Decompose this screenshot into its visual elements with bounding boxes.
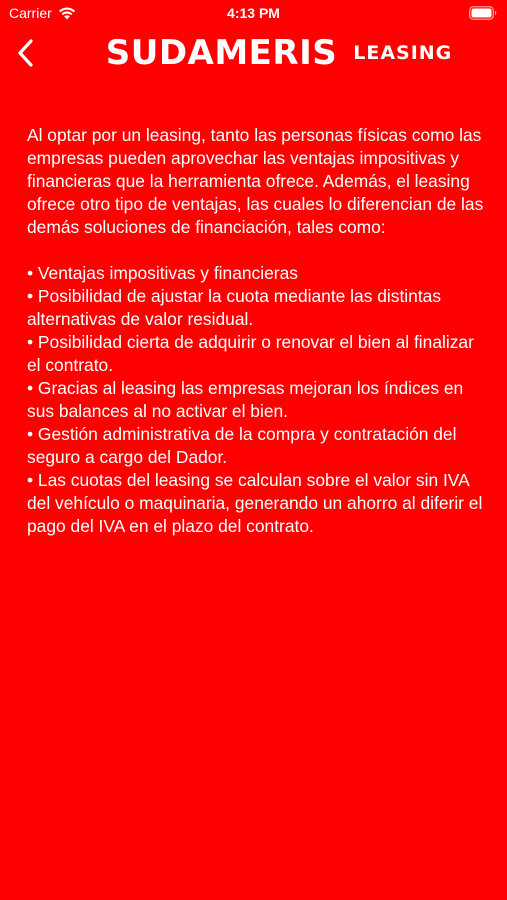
- benefits-list: [27, 262, 489, 538]
- back-button[interactable]: [8, 34, 44, 72]
- leasing-benefits-text: [27, 124, 489, 538]
- carrier-label: Carrier: [9, 5, 52, 21]
- benefit-item: • Las cuotas del leasing se calculan sobre el valor sin IVA del vehículo o maquinaria, generando un ahorro al diferir el pago del IVA en el plazo del contrato.: [27, 470, 483, 536]
- benefit-item: • Gestión administrativa de la compra y contratación del seguro a cargo del Dador.: [27, 424, 457, 467]
- sudameris-leasing-logo: [106, 28, 452, 78]
- battery-icon: [469, 6, 497, 20]
- logo-subtitle: LEASING: [353, 41, 453, 64]
- benefit-item: • Posibilidad cierta de adquirir o renovar el bien al finalizar el contrato.: [27, 332, 474, 375]
- status-time: 4:13 PM: [227, 5, 280, 21]
- navigation-bar: [0, 28, 507, 78]
- benefit-item: • Ventajas impositivas y financieras: [27, 263, 298, 283]
- benefit-item: • Gracias al leasing las empresas mejoran los índices en sus balances al no activar el bien.: [27, 378, 464, 421]
- logo-wordmark: SUDAMERIS: [105, 33, 338, 73]
- benefit-item: • Posibilidad de ajustar la cuota mediante las distintas alternativas de valor residual.: [27, 286, 442, 329]
- chevron-left-icon: [16, 38, 36, 68]
- paragraph-spacer: [27, 239, 489, 262]
- intro-paragraph: Al optar por un leasing, tanto las personas físicas como las empresas pueden aprovechar las ventajas impositivas y financieras que la herramienta ofrece. Además, el leasing ofrece otro tipo de ventajas, las cuales lo diferencian de las demás soluciones de financiación, tales como:: [27, 125, 484, 237]
- status-bar: [0, 0, 507, 28]
